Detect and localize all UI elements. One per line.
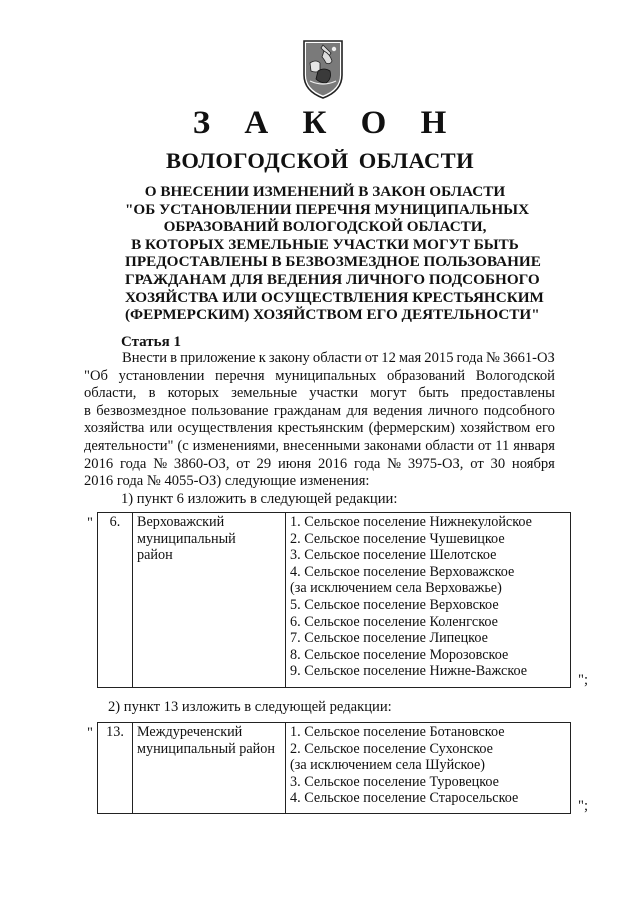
- word: безвозмездное: [96, 402, 187, 419]
- list-item-1: 1) пункт 6 изложить в следующей редакции:: [121, 491, 398, 507]
- word: 3975-ОЗ,: [407, 455, 464, 472]
- settlement-line: 5. Сельское поселение Верховское: [290, 596, 499, 613]
- word: подсобного: [483, 402, 555, 419]
- word: в: [84, 402, 91, 419]
- word: №: [387, 455, 402, 472]
- word: пользование: [191, 402, 269, 419]
- word: земельные: [231, 385, 298, 402]
- settlements-cell: [286, 723, 571, 814]
- document-title: З А К О Н: [192, 105, 460, 141]
- settlement-line: 7. Сельское поселение Липецкое: [290, 630, 488, 647]
- word: области,: [84, 385, 137, 402]
- word: его: [535, 420, 555, 437]
- paragraph-line: [84, 438, 555, 456]
- replacement-table-1: [97, 512, 571, 688]
- word: 3860-ОЗ,: [173, 455, 230, 472]
- word: 2015: [424, 350, 454, 366]
- word: 30: [490, 455, 506, 472]
- word: "Об: [84, 367, 108, 384]
- word: от: [364, 350, 379, 366]
- word: года: [119, 455, 147, 472]
- open-quote: ": [87, 515, 93, 531]
- word: (фермерским): [368, 420, 456, 437]
- word: закону: [268, 350, 310, 366]
- word: 2016: [84, 455, 114, 472]
- district-cell: [133, 513, 286, 688]
- word: приложение: [180, 350, 256, 366]
- district-line: Верховажский: [137, 514, 225, 530]
- word: образований: [386, 367, 466, 384]
- word: могут: [370, 385, 407, 402]
- word: ведения: [373, 402, 423, 419]
- word: к: [258, 350, 266, 366]
- word: года: [456, 350, 483, 366]
- word: муниципальных: [275, 367, 377, 384]
- settlement-line: 8. Сельское поселение Морозовское: [290, 646, 509, 663]
- word: от: [470, 455, 484, 472]
- close-quote: ";: [578, 672, 589, 688]
- word: области: [312, 350, 362, 366]
- open-quote: ": [87, 725, 93, 741]
- word: января: [513, 437, 555, 454]
- word: деятельности": [84, 437, 174, 454]
- subtitle-line: ОБРАЗОВАНИЙ ВОЛОГОДСКОЙ ОБЛАСТИ,: [163, 218, 487, 236]
- district-line: муниципальный район: [137, 740, 275, 757]
- settlement-line: 1. Сельское поселение Нижнекулойское: [290, 514, 532, 530]
- settlement-line: 1. Сельское поселение Ботановское: [290, 724, 505, 740]
- word: от: [236, 455, 250, 472]
- word: от: [477, 437, 492, 454]
- subtitle-line: ГРАЖДАНАМ ДЛЯ ВЕДЕНИЯ ЛИЧНОГО ПОДСОБНОГО: [125, 270, 540, 288]
- replacement-table-2: [97, 722, 571, 814]
- word: хозяйством: [460, 420, 531, 437]
- word: (с: [177, 437, 189, 454]
- settlement-line: (за исключением села Шуйское): [290, 757, 485, 774]
- word: гражданам: [273, 402, 342, 419]
- word: №: [485, 350, 500, 366]
- law-subtitle: [125, 183, 544, 324]
- item-number: 13.: [98, 723, 133, 814]
- word: предоставлены: [460, 385, 555, 402]
- settlement-line: 4. Сельское поселение Верховажское: [290, 563, 515, 580]
- word: внесенными: [282, 437, 361, 454]
- district-line: район: [137, 547, 173, 564]
- word: установлении: [118, 367, 205, 384]
- region-title: ВОЛОГОДСКОЙ ОБЛАСТИ: [166, 148, 474, 173]
- word: перечня: [215, 367, 265, 384]
- settlement-line: 3. Сельское поселение Туровецкое: [290, 773, 499, 790]
- settlement-line: 9. Сельское поселение Нижне-Важское: [290, 663, 528, 680]
- word: личного: [427, 402, 479, 419]
- paragraph-line: [84, 385, 555, 403]
- word: 2016: [317, 455, 348, 472]
- item-number: 6.: [98, 513, 133, 688]
- word: Внести: [122, 350, 168, 366]
- word: в: [148, 385, 156, 402]
- paragraph-line: 2016 года № 4055-ОЗ) следующие изменения:: [84, 473, 370, 490]
- word: мая: [398, 350, 422, 366]
- settlement-line: 6. Сельское поселение Коленгское: [290, 613, 498, 630]
- word: Вологодской: [475, 367, 555, 384]
- word: или: [149, 420, 173, 437]
- coat-of-arms-emblem: [296, 37, 350, 101]
- settlement-line: 2. Сельское поселение Сухонское: [290, 740, 493, 757]
- word: осуществления: [177, 420, 273, 437]
- settlement-line: 3. Сельское поселение Шелотское: [290, 547, 497, 564]
- word: 11: [495, 437, 510, 454]
- paragraph-line: [84, 420, 555, 438]
- word: крестьянским: [277, 420, 364, 437]
- table-row: [98, 723, 571, 814]
- paragraph-line: [84, 350, 555, 368]
- district-cell: [133, 723, 286, 814]
- word: года: [353, 455, 381, 472]
- subtitle-line: ПРЕДОСТАВЛЕНЫ В БЕЗВОЗМЕЗДНОЕ ПОЛЬЗОВАНИЕ: [125, 253, 541, 271]
- word: для: [346, 402, 368, 419]
- settlements-cell: [286, 513, 571, 688]
- subtitle-line: О ВНЕСЕНИИ ИЗМЕНЕНИЙ В ЗАКОН ОБЛАСТИ: [144, 183, 506, 200]
- list-item-2: 2) пункт 13 изложить в следующей редакции:: [108, 699, 392, 715]
- article-heading: Статья 1: [121, 334, 181, 350]
- subtitle-line: (ФЕРМЕРСКИМ) ХОЗЯЙСТВОМ ЕГО ДЕЯТЕЛЬНОСТИ": [125, 306, 540, 324]
- word: быть: [418, 385, 449, 402]
- word: которых: [167, 385, 219, 402]
- subtitle-line: ХОЗЯЙСТВА ИЛИ ОСУЩЕСТВЛЕНИЯ КРЕСТЬЯНСКИМ: [125, 288, 544, 306]
- settlement-line: (за исключением села Верховажье): [290, 580, 502, 597]
- word: области: [425, 437, 474, 454]
- article-paragraph: [84, 350, 555, 491]
- word: в: [170, 350, 178, 366]
- word: законами: [364, 437, 422, 454]
- word: 3661-ОЗ: [502, 350, 555, 366]
- subtitle-line: В КОТОРЫХ ЗЕМЕЛЬНЫЕ УЧАСТКИ МОГУТ БЫТЬ: [131, 235, 519, 253]
- word: ноября: [511, 455, 555, 472]
- word: №: [153, 455, 168, 472]
- settlement-line: 2. Сельское поселение Чушевицкое: [290, 530, 505, 547]
- word: участки: [309, 385, 359, 402]
- close-quote: ";: [578, 798, 589, 814]
- word: хозяйства: [84, 420, 145, 437]
- subtitle-line: "ОБ УСТАНОВЛЕНИИ ПЕРЕЧНЯ МУНИЦИПАЛЬНЫХ: [125, 200, 530, 218]
- settlement-line: 4. Сельское поселение Старосельское: [290, 790, 519, 807]
- word: июня: [277, 455, 312, 472]
- paragraph-line: [84, 456, 555, 474]
- district-line: Междуреченский: [137, 724, 243, 740]
- word: 12: [381, 350, 396, 366]
- word: 29: [256, 455, 272, 472]
- paragraph-line: [84, 368, 555, 386]
- paragraph-line: [84, 403, 555, 421]
- district-line: муниципальный: [137, 530, 236, 547]
- table-row: [98, 513, 571, 688]
- word: изменениями,: [192, 437, 280, 454]
